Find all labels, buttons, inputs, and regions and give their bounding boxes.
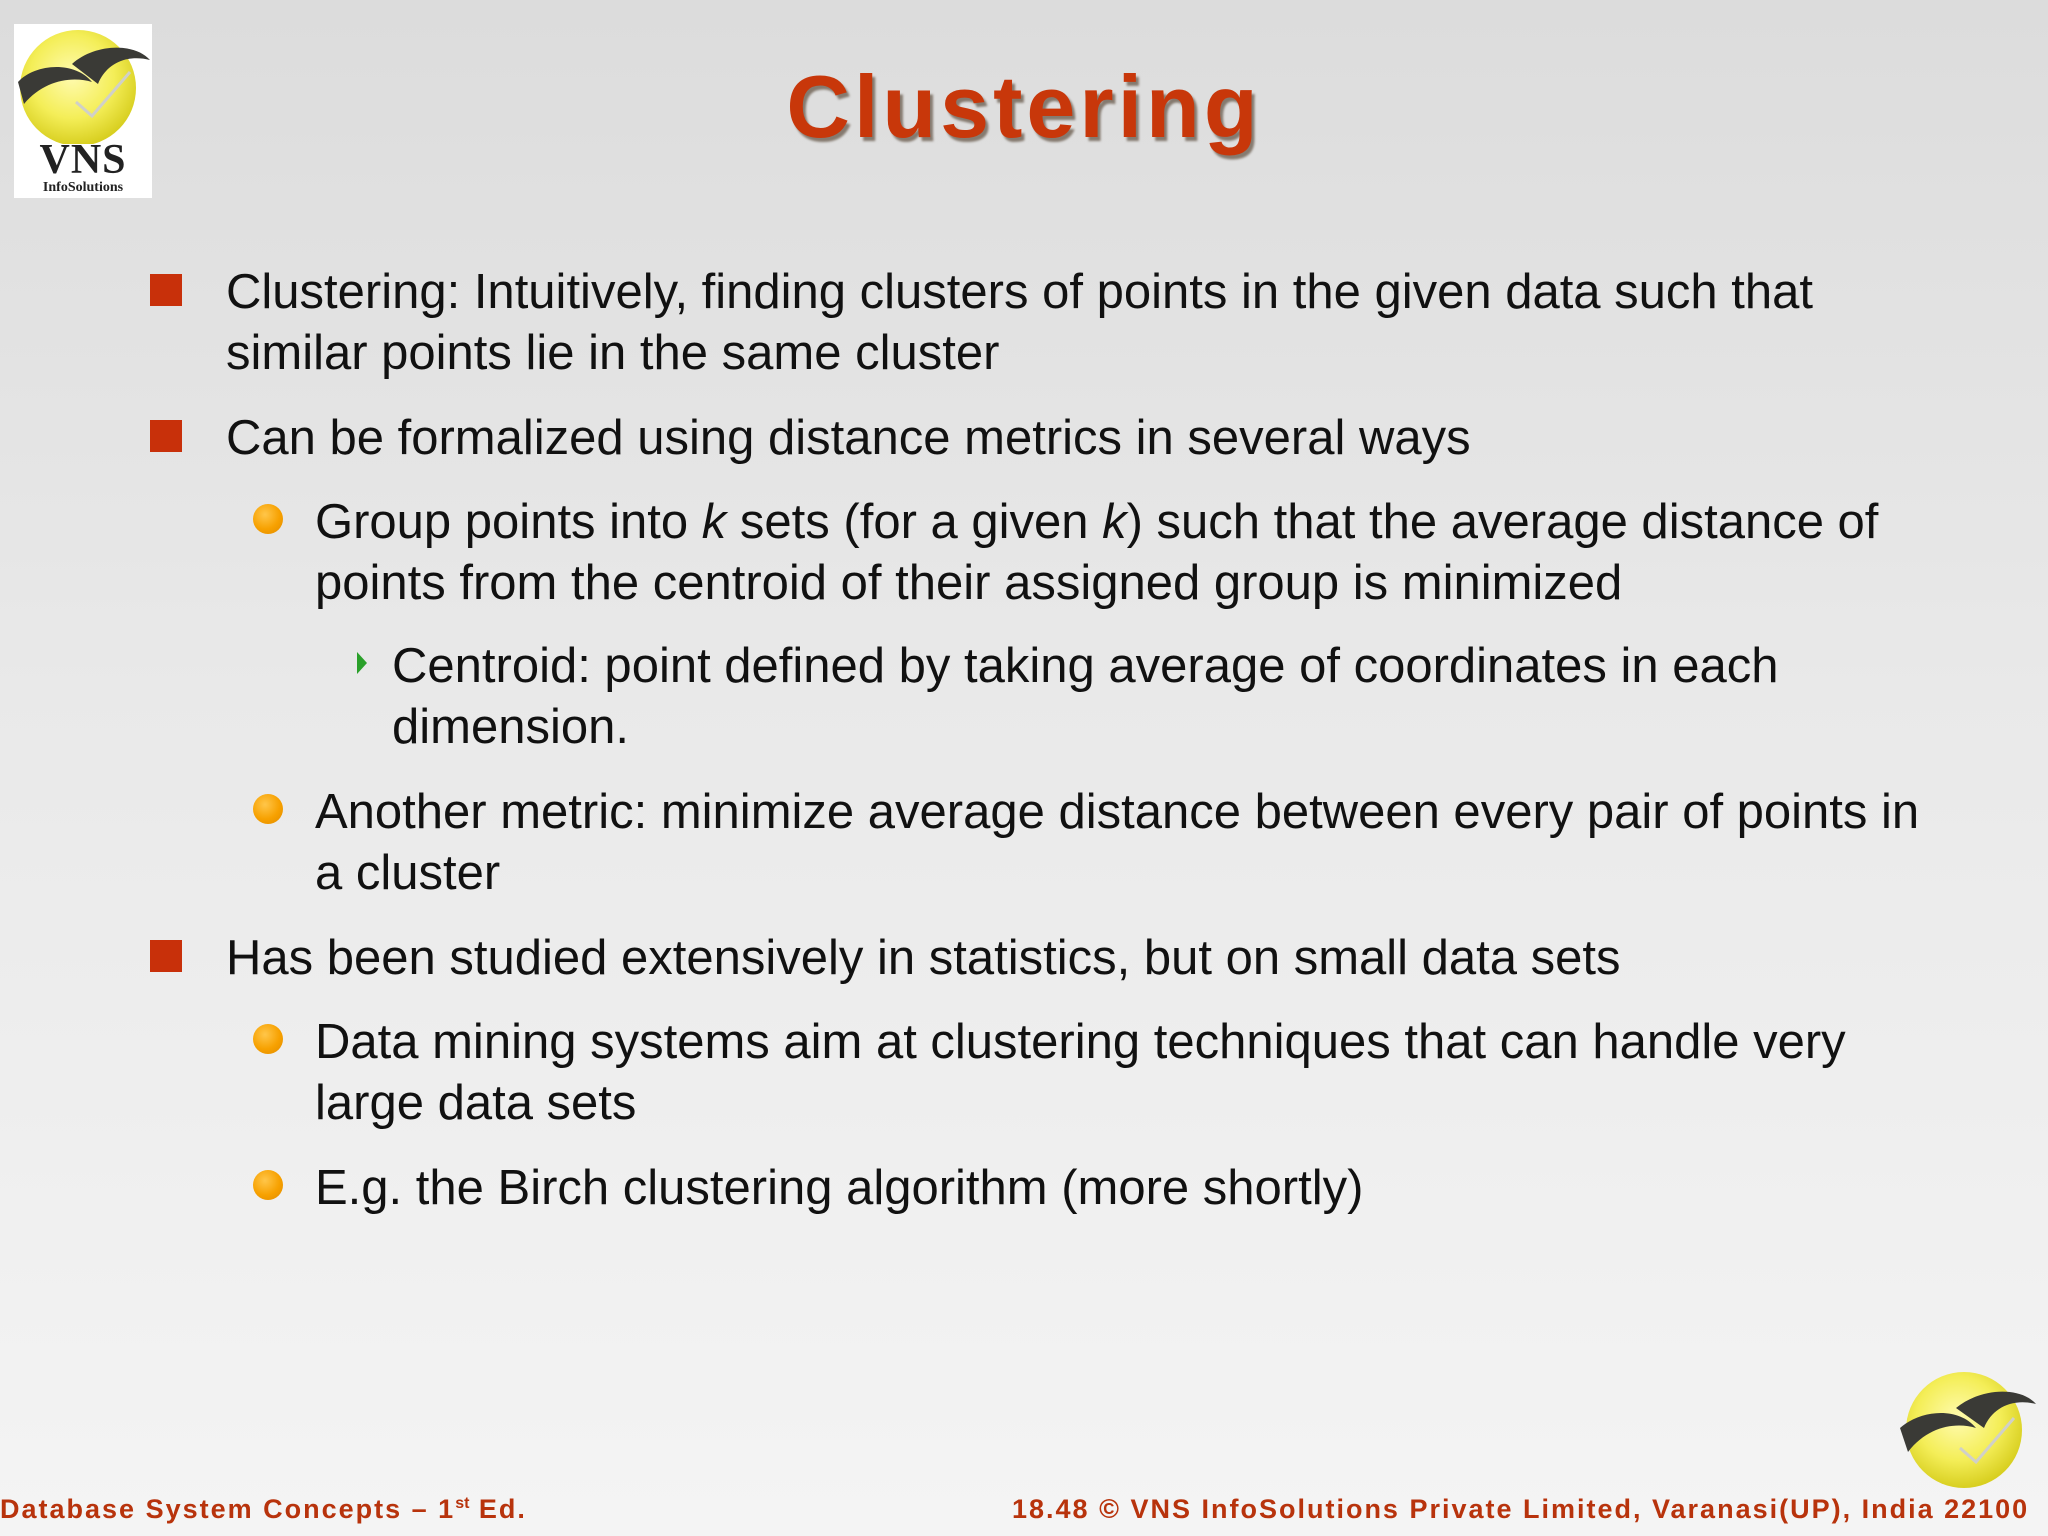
bullet-item: Clustering: Intuitively, finding clusters of points in the given data such that similar points lie in the same cluster xyxy=(226,265,1814,380)
bullet-text-part: Group points into xyxy=(315,495,702,549)
slide-title: Clustering xyxy=(786,57,1262,156)
bullet-variable-k: k xyxy=(1102,495,1127,549)
circle-bullet-icon xyxy=(253,1024,283,1054)
bullet-item: Data mining systems aim at clustering techniques that can handle very large data sets xyxy=(315,1015,1846,1130)
footer-book-title xyxy=(0,1494,527,1525)
square-bullet-icon xyxy=(150,420,182,452)
vns-logo-emblem-icon xyxy=(1898,1366,2038,1492)
logo-name: VNS xyxy=(39,137,127,183)
square-bullet-icon xyxy=(150,940,182,972)
arrow-bullet-icon xyxy=(357,652,367,674)
square-bullet-icon xyxy=(150,274,182,306)
logo-subtitle: InfoSolutions xyxy=(42,180,124,195)
circle-bullet-icon xyxy=(253,1170,283,1200)
bullet-text-part: ) such that the average distance of points from the centroid of their assigned group is minimized xyxy=(315,495,1879,610)
bullet-item: Centroid: point defined by taking average of coordinates in each dimension. xyxy=(392,639,1779,754)
footer-left-end: Ed. xyxy=(469,1494,527,1524)
bullet-item: Has been studied extensively in statistics, but on small data sets xyxy=(226,931,1621,985)
bullet-variable-k: k xyxy=(701,495,727,549)
circle-bullet-icon xyxy=(253,504,283,534)
circle-bullet-icon xyxy=(253,794,283,824)
bullet-text-part: sets (for a given xyxy=(726,495,1103,549)
bullet-item: Another metric: minimize average distance between every pair of points in a cluster xyxy=(315,785,1920,900)
footer-copyright: 18.48 © VNS InfoSolutions Private Limited, Varanasi(UP), India 22100 xyxy=(1012,1494,2030,1524)
bullet-item xyxy=(315,492,1925,614)
vns-logo-bottom xyxy=(1898,1366,2038,1492)
bullet-item: E.g. the Birch clustering algorithm (more shortly) xyxy=(315,1161,1364,1215)
footer-left-sup: st xyxy=(455,1495,470,1512)
footer-left-main: Database System Concepts – 1 xyxy=(0,1494,456,1524)
bullet-item: Can be formalized using distance metrics in several ways xyxy=(226,411,1471,465)
